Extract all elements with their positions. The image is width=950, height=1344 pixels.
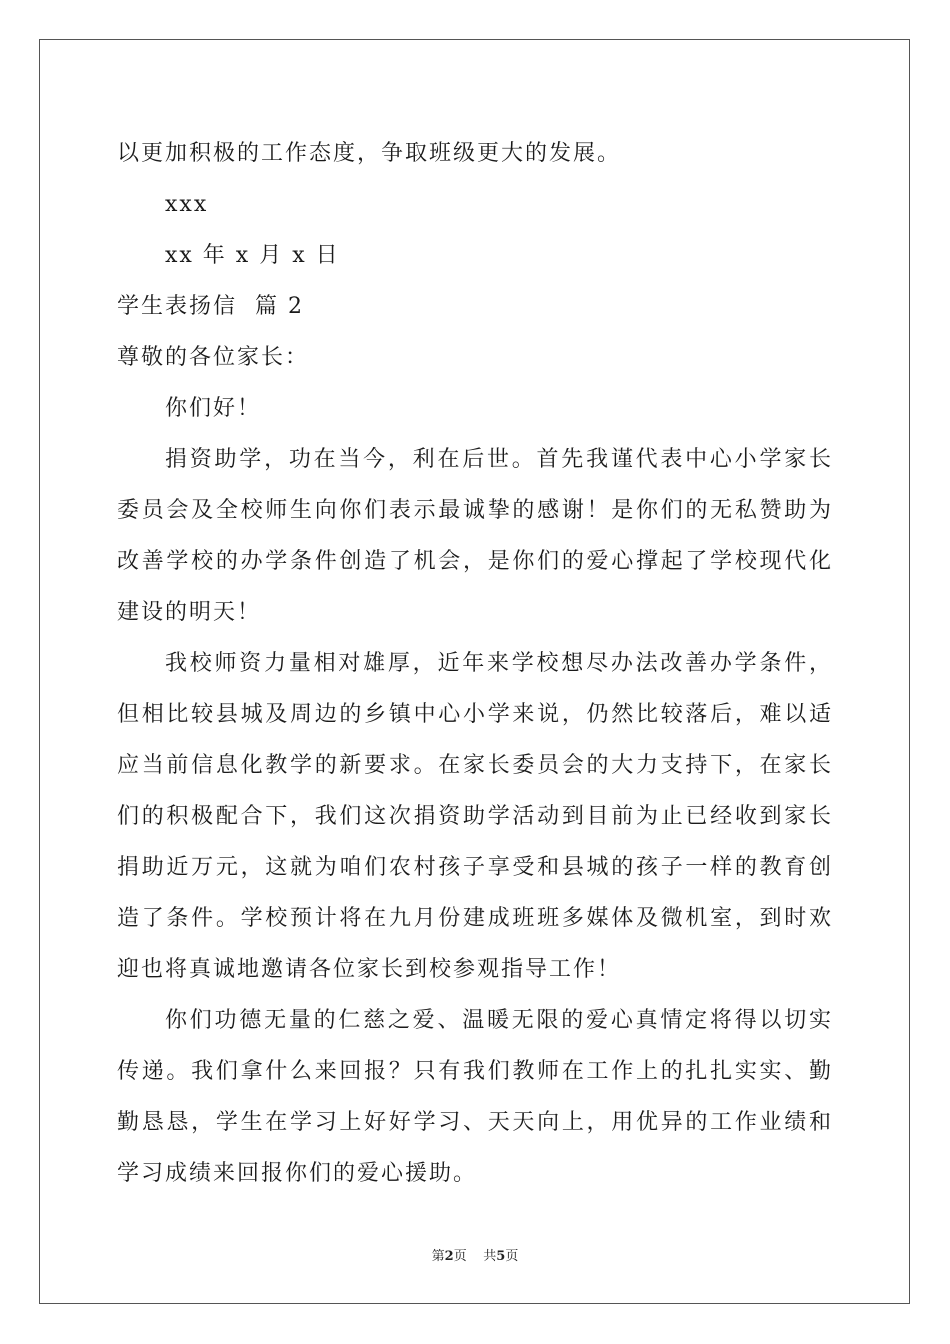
page-total: 5 (496, 1249, 506, 1264)
paragraph: 你们功德无量的仁慈之爱、温暖无限的爱心真情定将得以切实传递。我们拿什么来回报？只有我们教师在工作上的扎扎实实、勤勤恳恳，学生在学习上好好学习、天天向上，用优异的工作业绩和学习成绩来回报你们的爱心援助。 (117, 1008, 833, 1186)
page-suffix: 页 (453, 1249, 467, 1264)
document-body (117, 128, 833, 1199)
continuation-line: 以更加积极的工作态度，争取班级更大的发展。 (117, 141, 622, 166)
total-suffix: 页 (505, 1249, 519, 1264)
page-footer (0, 1245, 950, 1264)
greeting: 你们好！ (165, 396, 262, 421)
section-title: 学生表扬信 篇 2 (117, 294, 304, 319)
signature: xxx (165, 192, 209, 217)
paragraph: 我校师资力量相对雄厚，近年来学校想尽办法改善办学条件，但相比较县城及周边的乡镇中心小学来说，仍然比较落后，难以适应当前信息化教学的新要求。在家长委员会的大力支持下，在家长们的积极配合下，我们这次捐资助学活动到目前为止已经收到家长捐助近万元，这就为咱们农村孩子享受和县城的孩子一样的教育创造了条件。学校预计将在九月份建成班班多媒体及微机室，到时欢迎也将真诚地邀请各位家长到校参观指导工作！ (117, 651, 833, 982)
date-line: xx 年 x 月 x 日 (165, 243, 340, 268)
total-prefix: 共 (483, 1249, 497, 1264)
paragraph: 捐资助学，功在当今，利在后世。首先我谨代表中心小学家长委员会及全校师生向你们表示最诚挚的感谢！是你们的无私赞助为改善学校的办学条件创造了机会，是你们的爱心撑起了学校现代化建设的明天！ (117, 447, 833, 625)
page-current: 2 (444, 1249, 454, 1264)
page-prefix: 第 (431, 1249, 445, 1264)
salutation: 尊敬的各位家长： (117, 345, 310, 370)
